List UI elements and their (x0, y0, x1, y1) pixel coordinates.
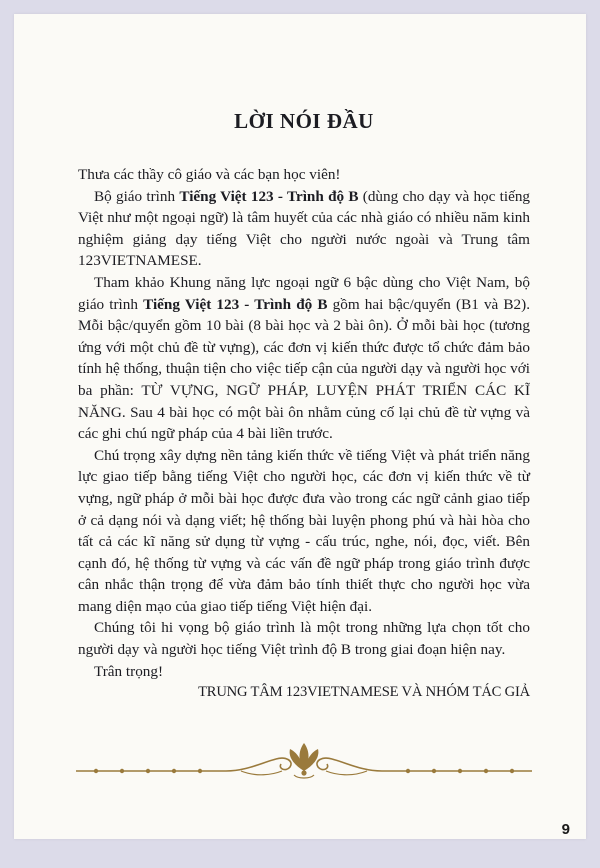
book-page (14, 14, 586, 839)
page-title: LỜI NÓI ĐẦU (234, 109, 374, 133)
paragraph-4: Chúng tôi hi vọng bộ giáo trình là một trong những lựa chọn tốt cho người dạy và người học tiếng Việt trình độ B trong giai đoạn hiện nay. (78, 619, 530, 659)
paragraph-1-text-start: Bộ giáo trình (94, 187, 180, 205)
page-number: 9 (561, 821, 570, 838)
paragraph-3: Chú trọng xây dựng nền tảng kiến thức về tiếng Việt và phát triển năng lực giao tiếp bằng tiếng Việt cho người học, các đơn vị kiến thức về từ vựng, ngữ pháp ở mỗi bài học được đưa vào trong các ngữ cảnh giao tiếp ở cả dạng nói và dạng viết; hệ thống bài luyện phong phú và hài hòa cho tất cả các kĩ năng sử dụng từ vựng - cấu trúc, nghe, nói, đọc, viết. Bên cạnh đó, hệ thống từ vựng và các vấn đề ngữ pháp trong giáo trình được cân nhắc thận trọng để vừa đảm bảo tính thiết thực cho người học vừa mang diện mạo của giao tiếp tiếng Việt hiện đại. (78, 446, 530, 615)
signature-line: TRUNG TÂM 123VIETNAMESE VÀ NHÓM TÁC GIẢ (198, 684, 530, 701)
greeting-paragraph: Thưa các thầy cô giáo và các bạn học viên! (78, 166, 341, 183)
preface-content (78, 109, 530, 701)
paragraph-1-text-end: (dùng cho dạy và học tiếng Việt như một ngoại ngữ) là tâm huyết của các nhà giáo có nhiều năm kinh nghiệm giảng dạy tiếng Việt cho người nước ngoài và Trung tâm 123VIETNAMESE. (78, 187, 531, 270)
paragraph-2-text-end: gồm hai bậc/quyển (B1 và B2). Mỗi bậc/quyển gồm 10 bài (8 bài học và 2 bài ôn). Ở mỗi bài học (tương ứng với một chủ đề từ vựng), các đơn vị kiến thức được tổ chức đảm bảo tính hệ thống, thuận tiện cho việc tiếp cận của người dạy và người học với ba phần: TỪ VỰNG, NGỮ PHÁP, LUYỆN PHÁT TRIỂN CÁC KĨ NĂNG. Sau 4 bài học có một bài ôn nhằm củng cố lại chủ đề từ vựng và các ghi chú ngữ pháp của 4 bài liền trước. (78, 295, 530, 443)
floral-divider-icon (76, 741, 532, 781)
paragraph-1 (78, 186, 530, 272)
paragraph-1-book-title: Tiếng Việt 123 - Trình độ B (179, 187, 359, 205)
paragraph-2-book-title: Tiếng Việt 123 - Trình độ B (143, 295, 328, 313)
paragraph-2 (78, 272, 530, 445)
closing-line: Trân trọng! (94, 662, 164, 680)
paragraph-2-text-start: Tham khảo Khung năng lực ngoại ngữ 6 bậc dùng cho Việt Nam, bộ giáo trình (78, 273, 530, 313)
